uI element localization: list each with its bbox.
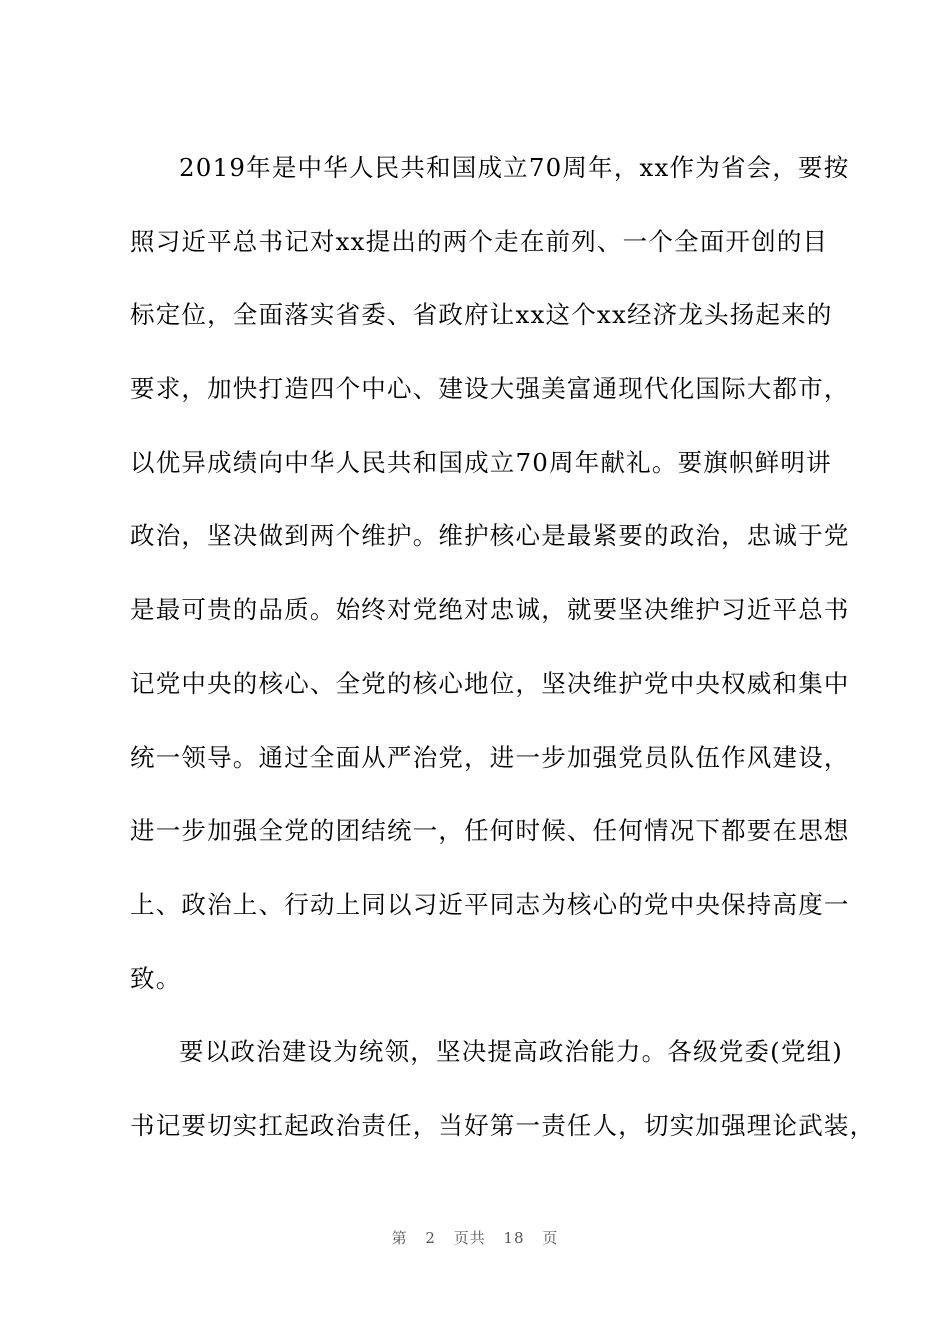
paragraph-1-line-4: 要求，加快打造四个中心、建设大强美富通现代化国际大都市，: [130, 374, 850, 404]
paragraph-1-line-9: 统一领导。通过全面从严治党，进一步加强党员队伍作风建设，: [130, 742, 850, 772]
paragraph-1-line-11: 上、政治上、行动上同以习近平同志为核心的党中央保持高度一: [130, 889, 850, 919]
paragraph-2-line-1: 要以政治建设为统领，坚决提高政治能力。各级党委(党组): [179, 1037, 844, 1067]
paragraph-1-line-7: 是最可贵的品质。始终对党绝对忠诚，就要坚决维护习近平总书: [130, 595, 850, 625]
paragraph-1-line-1: 2019年是中华人民共和国成立70周年，xx作为省会，要按: [179, 153, 850, 182]
footer-ye: 页: [542, 1229, 559, 1247]
footer-page-total: 18: [503, 1229, 525, 1247]
footer-ye-gong: 页共: [453, 1229, 486, 1247]
paragraph-1-line-2: 照习近平总书记对xx提出的两个走在前列、一个全面开创的目: [130, 226, 829, 256]
paragraph-1-line-12: 致。: [130, 963, 182, 993]
paragraph-1-line-8: 记党中央的核心、全党的核心地位，坚决维护党中央权威和集中: [130, 668, 850, 698]
footer-page-current: 2: [425, 1229, 436, 1247]
paragraph-1-line-10: 进一步加强全党的团结统一，任何时候、任何情况下都要在思想: [130, 816, 850, 846]
paragraph-1-line-3: 标定位，全面落实省委、省政府让xx这个xx经济龙头扬起来的: [130, 300, 833, 330]
document-body: [130, 148, 876, 1180]
paragraph-1-line-5: 以优异成绩向中华人民共和国成立70周年献礼。要旗帜鲜明讲: [130, 447, 832, 477]
page-footer: [0, 1227, 950, 1248]
footer-di: 第: [391, 1229, 408, 1247]
paragraph-1-line-6: 政治，坚决做到两个维护。维护核心是最紧要的政治，忠诚于党: [130, 521, 850, 551]
paragraph-2-line-2: 书记要切实扛起政治责任，当好第一责任人，切实加强理论武装，: [130, 1110, 876, 1140]
